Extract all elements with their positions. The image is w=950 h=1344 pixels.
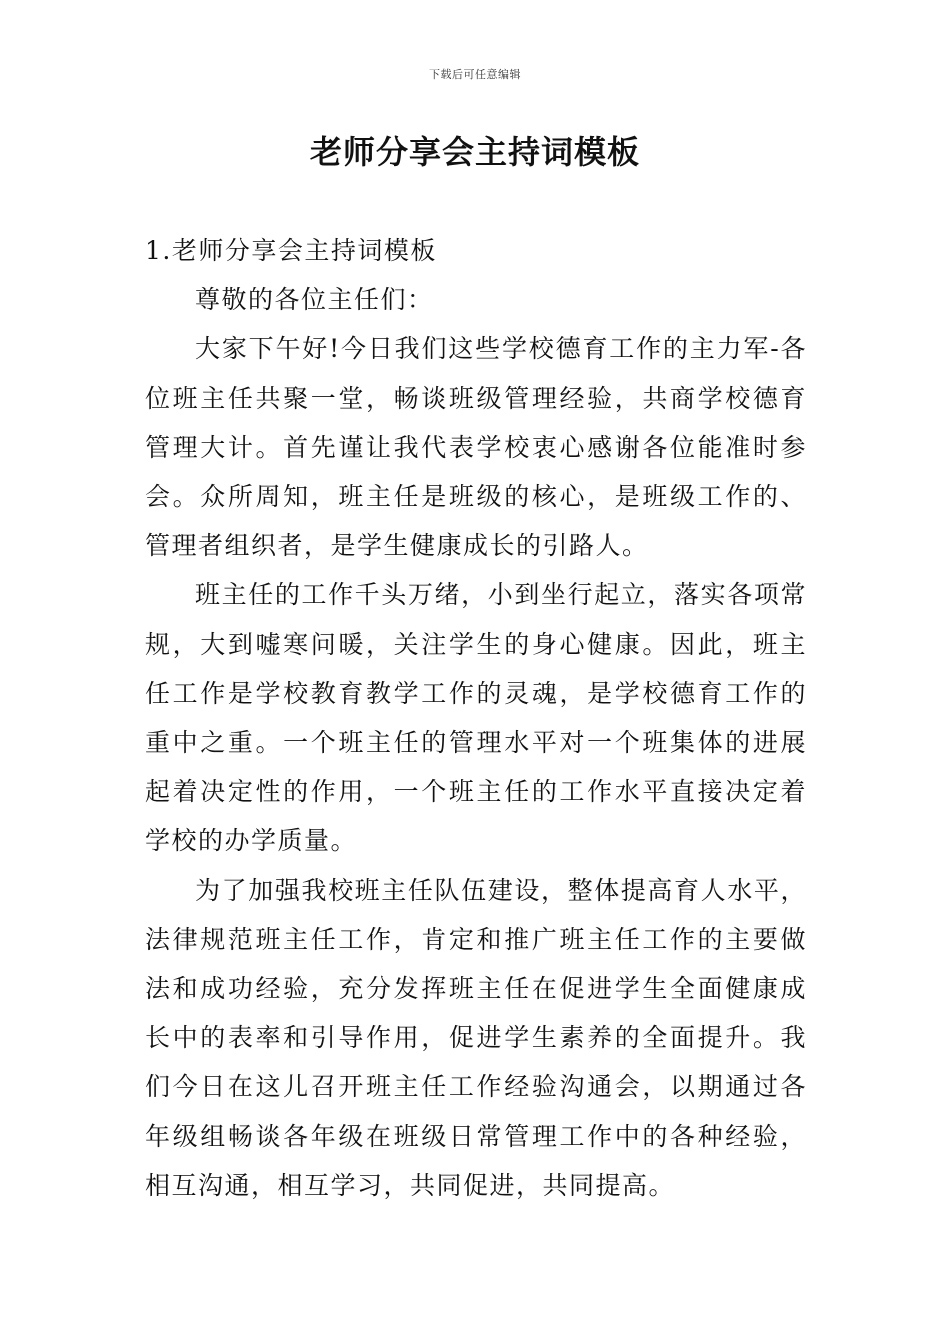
body-paragraph: 为了加强我校班主任队伍建设，整体提高育人水平，法律规范班主任工作，肯定和推广班主任工作的主要做法和成功经验，充分发挥班主任在促进学生全面健康成长中的表率和引导作用，促进学生素养的全面提升。我们今日在这儿召开班主任工作经验沟通会，以期通过各年级组畅谈各年级在班级日常管理工作中的各种经验，相互沟通，相互学习，共同促进，共同提高。 bbox=[145, 875, 807, 1200]
body-paragraph: 班主任的工作千头万绪，小到坐行起立，落实各项常规，大到嘘寒问暖，关注学生的身心健康。因此，班主任工作是学校教育教学工作的灵魂，是学校德育工作的重中之重。一个班主任的管理水平对一个班集体的进展起着决定性的作用，一个班主任的工作水平直接决定着学校的办学质量。 bbox=[145, 580, 807, 856]
salutation-paragraph: 尊敬的各位主任们： bbox=[195, 285, 434, 315]
document-title: 老师分享会主持词模板 bbox=[309, 133, 640, 171]
section-heading: 1.老师分享会主持词模板 bbox=[145, 236, 437, 265]
body-paragraph: 大家下午好!今日我们这些学校德育工作的主力军-各位班主任共聚一堂，畅谈班级管理经验，共商学校德育管理大计。首先谨让我代表学校衷心感谢各位能准时参会。众所周知，班主任是班级的核心，是班级工作的、管理者组织者，是学生健康成长的引路人。 bbox=[145, 334, 807, 561]
header-note: 下载后可任意编辑 bbox=[429, 68, 521, 81]
document-body bbox=[145, 226, 807, 1210]
